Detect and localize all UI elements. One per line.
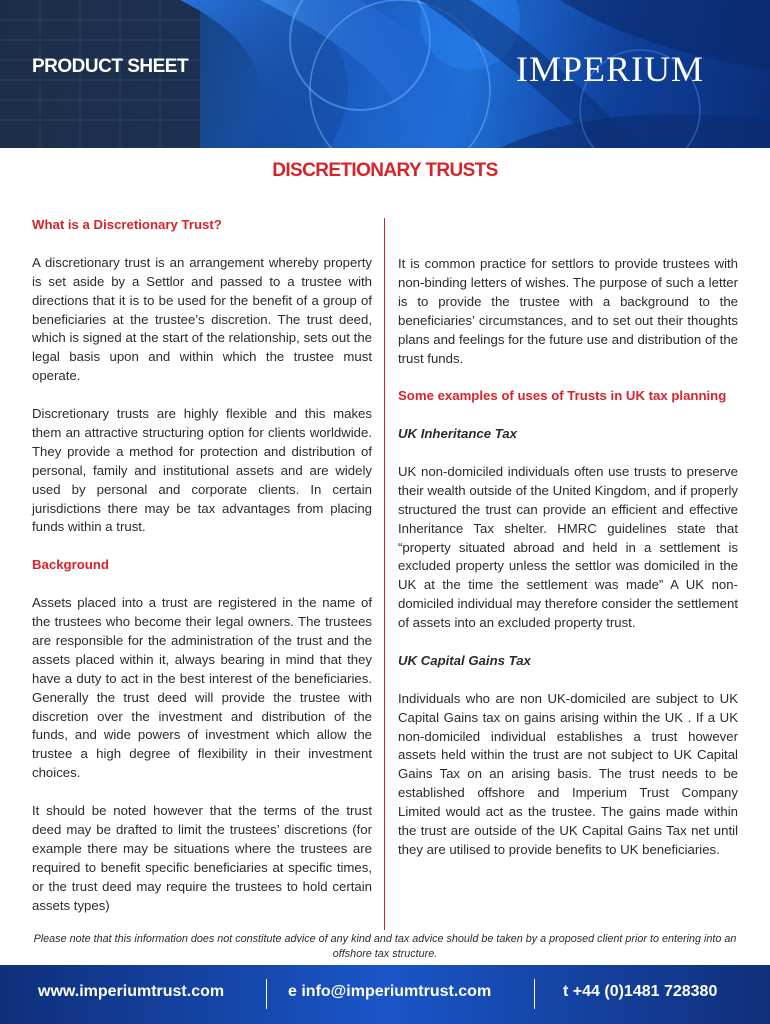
left-column (32, 216, 372, 934)
website-link[interactable]: www.imperiumtrust.com (38, 983, 225, 1000)
imperium-logo: IMPERIUM (516, 49, 705, 89)
footer-separator (534, 979, 535, 1009)
subheading-inheritance-tax: UK Inheritance Tax (398, 426, 517, 442)
heading-what-is: What is a Discretionary Trust? (32, 217, 222, 232)
paragraph-definition: A discretionary trust is an arrangement whereby property is set aside by a Settlor and passed to a trustee with directions that it is to be used for the benefit of a group of beneficiaries at the trustee’s discretion. The trust deed, which is signed at the start of the relationship, sets out the legal basis upon and within which the trustee must operate. (32, 254, 372, 384)
footer-bar (0, 965, 770, 1024)
subheading-capital-gains-tax: UK Capital Gains Tax (398, 652, 531, 668)
heading-examples: Some examples of uses of Trusts in UK tax planning (398, 388, 727, 404)
phone-link[interactable]: t +44 (0)1481 728380 (563, 983, 718, 1000)
email-link[interactable]: e info@imperiumtrust.com (288, 983, 492, 1000)
product-sheet-label: PRODUCT SHEET (32, 56, 189, 77)
paragraph-letters-of-wishes: It is common practice for settlors to provide trustees with non-binding letters of wishes. The purpose of such a letter is to provide the trustee with a background to the beneficiaries’ circumstances, and to set out their thoughts plans and feelings for the future use and distribution of the trust funds. (398, 256, 738, 366)
paragraph-flexibility: Discretionary trusts are highly flexible and this makes them an attractive structuring option for clients worldwide. They provide a method for protection and distribution of personal, family and institutional assets and are widely used by personal and corporate clients. In certain jurisdictions there may be tax advantages from placing funds within a trust. (32, 406, 372, 535)
header-banner (0, 0, 770, 148)
paragraph-capital-gains-tax: Individuals who are non UK-domiciled are subject to UK Capital Gains tax on gains arising within the UK . If a UK non-domiciled individual establishes a trust however assets held within the trust are not subject to UK Capital Gains Tax on an arising basis. The trust needs to be established offshore and Imperium Trust Company Limited would act as the trustee. The gains made within the trust are outside of the UK Capital Gains Tax net until they are utilised to provide benefits to UK beneficiaries. (398, 690, 738, 858)
column-divider (384, 218, 385, 930)
paragraph-inheritance-tax: UK non-domiciled individuals often use trusts to preserve their wealth outside of the United Kingdom, and if properly structured the trust can provide an efficient and effective Inheritance Tax shelter. HMRC guidelines state that “property situated abroad and held in a settlement is excluded property unless the settlor was domiciled in the UK at the time the settlement was made” A UK non-domiciled individual may therefore consider the settlement of assets into an excluded property trust. (398, 463, 738, 631)
disclaimer: Please note that this information does not constitute advice of any kind and tax advice should be taken by a proposed client prior to entering into an offshore tax structure. (33, 933, 737, 960)
page-title: DISCRETIONARY TRUSTS (272, 160, 498, 181)
paragraph-background: Assets placed into a trust are registered in the name of the trustees who become their legal owners. The trustees are responsible for the administration of the trust and the assets placed within it, always bearing in mind that they have a duty to act in the best interest of the beneficiaries. Generally the trust deed will provide the trustee with discretion over the investment and distribution of the funds, and wide powers of investment which allow the trustee a high degree of flexibility in their investment choices. (32, 595, 372, 781)
right-column (398, 255, 738, 879)
footer-separator (266, 979, 267, 1009)
heading-background: Background (32, 557, 109, 573)
paragraph-limitations: It should be noted however that the terms of the trust deed may be drafted to limit the trustees’ discretions (for example there may be situations where the trustees are required to benefit specific beneficiaries at specific times, or the trust deed may require the trustees to hold certain assets types) (32, 803, 372, 913)
